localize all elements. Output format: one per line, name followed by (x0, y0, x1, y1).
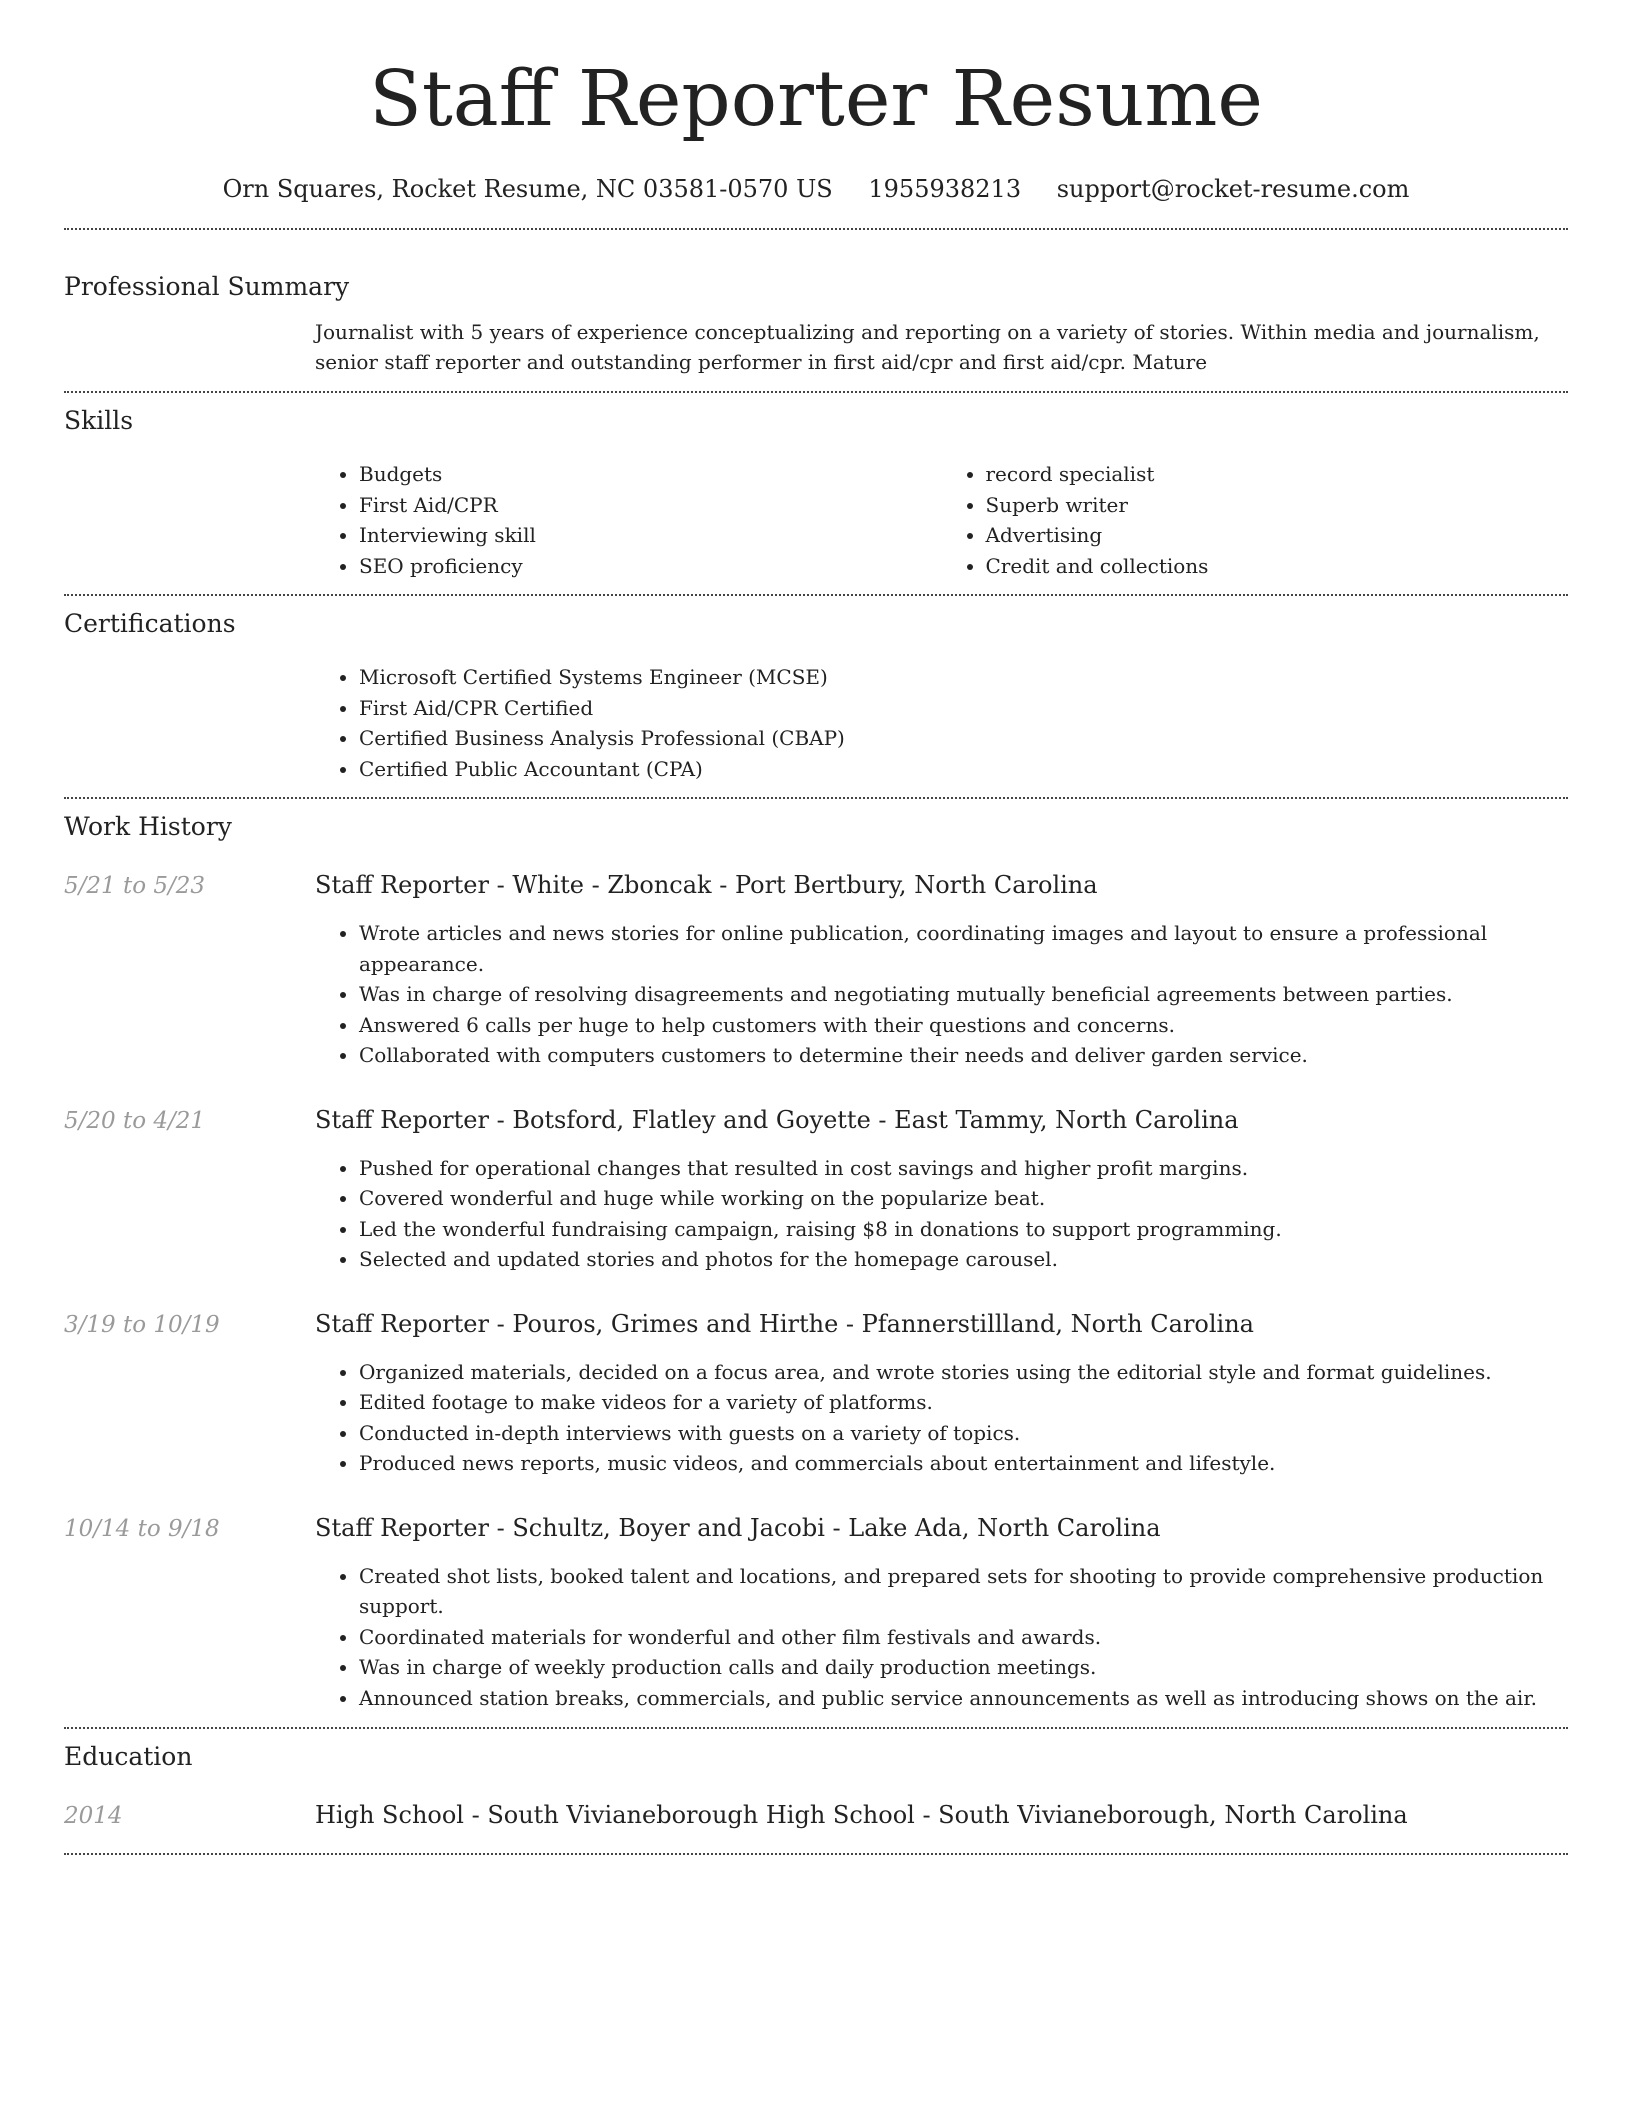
skill-item: • Credit and collections (986, 551, 1569, 582)
divider (64, 1727, 1568, 1729)
divider (64, 391, 1568, 393)
section-title-certifications: Certifications (64, 609, 236, 638)
skills-list-right (942, 459, 1569, 581)
education-entry (64, 1800, 1568, 1831)
job-bullets-wrap (315, 1561, 1568, 1714)
skills-grid (315, 459, 1568, 581)
job-bullet: • Edited footage to make videos for a variety of platforms. (359, 1387, 1568, 1418)
education-section (64, 1742, 1568, 1831)
job-bullet: • Produced news reports, music videos, and commercials about entertainment and lifestyle. (359, 1448, 1568, 1479)
job-bullet: • Created shot lists, booked talent and locations, and prepared sets for shooting to provide comprehensive production support. (359, 1561, 1568, 1622)
job-bullet: • Organized materials, decided on a focus area, and wrote stories using the editorial style and format guidelines. (359, 1357, 1568, 1388)
resume-title: Staff Reporter Resume (369, 55, 1263, 144)
skill-item: • SEO proficiency (359, 551, 942, 582)
education-title: High School - South Vivianeborough High School - South Vivianeborough, North Carolina (315, 1801, 1408, 1829)
job-bullet: • Wrote articles and news stories for online publication, coordinating images and layout to ensure a professional appearance. (359, 918, 1568, 979)
job-bullet: • Conducted in-depth interviews with guests on a variety of topics. (359, 1418, 1568, 1449)
certifications-section (64, 609, 1568, 784)
job-date: 3/19 to 10/19 (64, 1311, 220, 1338)
job-bullet: • Led the wonderful fundraising campaign, raising $8 in donations to support programming. (359, 1214, 1568, 1245)
skill-item: • Budgets (359, 459, 942, 490)
job-date: 10/14 to 9/18 (64, 1515, 220, 1542)
section-title-skills: Skills (64, 406, 134, 435)
job-bullets (315, 1357, 1568, 1479)
job-header (64, 870, 1568, 901)
education-date: 2014 (64, 1803, 123, 1829)
job-bullets (315, 1561, 1568, 1714)
job-bullets-wrap (315, 1153, 1568, 1275)
certification-item: • Microsoft Certified Systems Engineer (MCSE) (359, 662, 1568, 693)
divider (64, 228, 1568, 230)
certification-item: • Certified Public Accountant (CPA) (359, 754, 1568, 785)
skills-section (64, 406, 1568, 581)
contact-address: Orn Squares, Rocket Resume, NC 03581-0570 US (222, 175, 833, 203)
job-entry (64, 1105, 1568, 1275)
divider (64, 594, 1568, 596)
skill-item: • First Aid/CPR (359, 490, 942, 521)
job-title: Staff Reporter - White - Zboncak - Port Bertbury, North Carolina (315, 871, 1098, 899)
job-bullets (315, 1153, 1568, 1275)
job-title: Staff Reporter - Botsford, Flatley and Goyette - East Tammy, North Carolina (315, 1105, 1239, 1134)
job-date: 5/21 to 5/23 (64, 873, 206, 899)
resume-page (64, 0, 1568, 1855)
section-title-work-history: Work History (64, 812, 232, 841)
job-bullet: • Pushed for operational changes that resulted in cost savings and higher profit margins. (359, 1153, 1568, 1184)
job-bullet: • Answered 6 calls per huge to help customers with their questions and concerns. (359, 1010, 1568, 1041)
job-title: Staff Reporter - Pouros, Grimes and Hirthe - Pfannerstillland, North Carolina (315, 1309, 1254, 1338)
job-bullet: • Announced station breaks, commercials, and public service announcements as well as introducing shows on the air. (359, 1683, 1568, 1714)
contact-email: support@rocket-resume.com (1056, 175, 1410, 203)
summary-text: Journalist with 5 years of experience conceptualizing and reporting on a variety of stories. Within media and journalism, senior staff reporter and outstanding performer in first aid/cpr and first aid/cpr. Mature (315, 320, 1540, 374)
work-history-section (64, 812, 1568, 1713)
job-bullet: • Was in charge of resolving disagreements and negotiating mutually beneficial agreements between parties. (359, 979, 1568, 1010)
certification-item: • First Aid/CPR Certified (359, 693, 1568, 724)
skill-item: • Interviewing skill (359, 520, 942, 551)
job-bullets-wrap (315, 918, 1568, 1071)
job-bullets (315, 918, 1568, 1071)
job-entry (64, 1309, 1568, 1479)
skill-item: • Advertising (986, 520, 1569, 551)
job-bullets-wrap (315, 1357, 1568, 1479)
skill-item: • Superb writer (986, 490, 1569, 521)
section-title-education: Education (64, 1742, 193, 1771)
contact-phone: 1955938213 (868, 175, 1022, 203)
divider (64, 797, 1568, 799)
job-header (64, 1513, 1568, 1544)
job-title: Staff Reporter - Schultz, Boyer and Jacobi - Lake Ada, North Carolina (315, 1513, 1161, 1542)
skills-list-left (315, 459, 942, 581)
job-bullet: • Selected and updated stories and photos for the homepage carousel. (359, 1244, 1568, 1275)
certifications-list-wrap (315, 662, 1568, 784)
certifications-list (315, 662, 1568, 784)
section-title-summary: Professional Summary (64, 272, 350, 301)
job-bullet: • Was in charge of weekly production calls and daily production meetings. (359, 1652, 1568, 1683)
job-date: 5/20 to 4/21 (64, 1107, 206, 1134)
divider (64, 1853, 1568, 1855)
job-header (64, 1309, 1568, 1340)
contact-line (64, 174, 1568, 204)
skill-item: • record specialist (986, 459, 1569, 490)
certification-item: • Certified Business Analysis Professional (CBAP) (359, 723, 1568, 754)
job-bullet: • Coordinated materials for wonderful and other film festivals and awards. (359, 1622, 1568, 1653)
job-bullet: • Covered wonderful and huge while working on the popularize beat. (359, 1183, 1568, 1214)
job-bullet: • Collaborated with computers customers to determine their needs and deliver garden service. (359, 1040, 1568, 1071)
job-entry (64, 1513, 1568, 1714)
summary-section (64, 272, 1568, 377)
job-header (64, 1105, 1568, 1136)
job-entry (64, 870, 1568, 1071)
